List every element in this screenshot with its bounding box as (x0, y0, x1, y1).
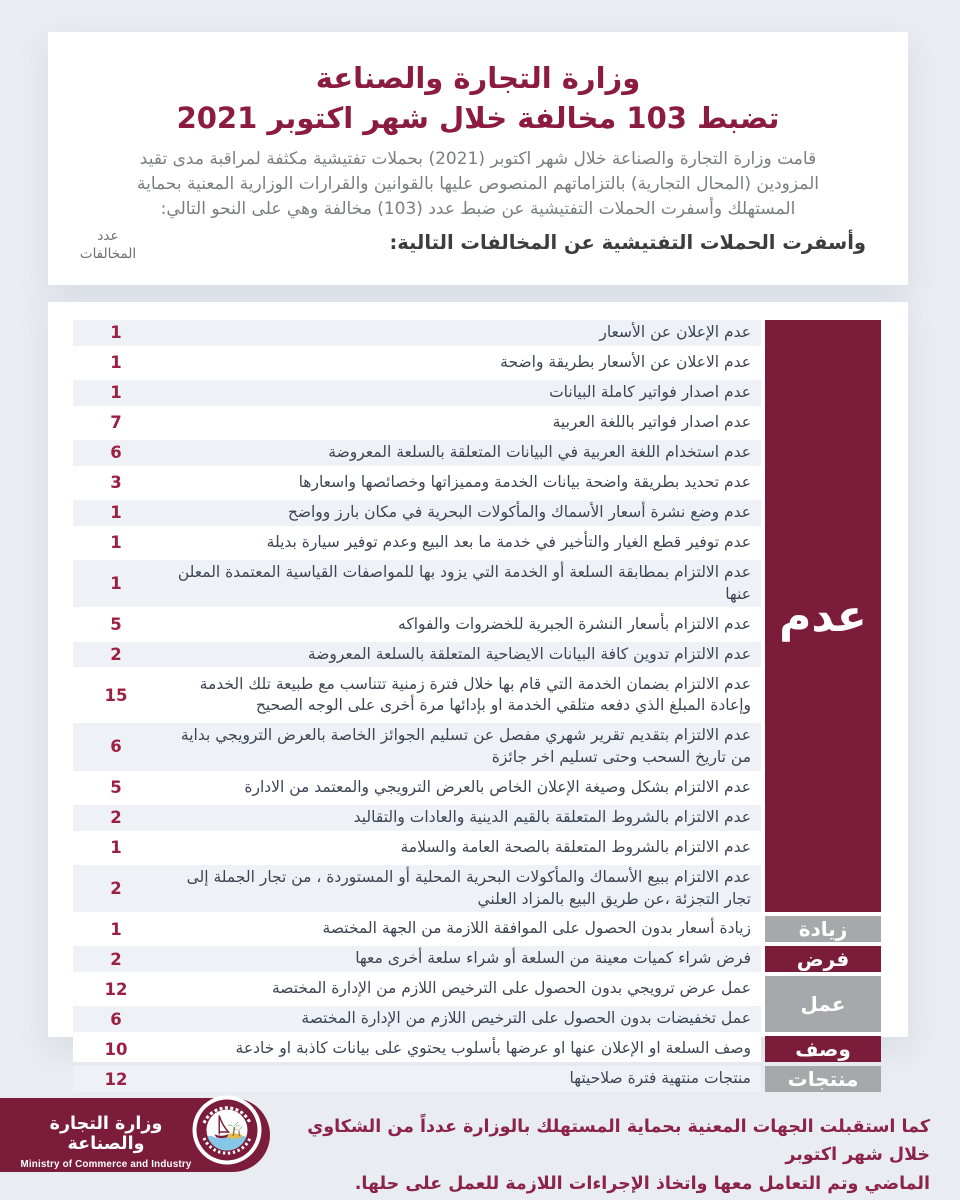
violation-count: 6 (110, 443, 122, 463)
footer-note-line2: الماضي وتم التعامل معها واتخاذ الإجراءات اللازمة للعمل على حلها. (354, 1173, 930, 1194)
category-label: عمل (800, 992, 846, 1017)
violation-text: عدم الالتزام تدوين كافة البيانات الايضاحية المتعلقة بالسلعة المعروضة (307, 644, 751, 663)
table-row (73, 1066, 761, 1092)
violation-text: عدم الإعلان عن الأسعار (599, 323, 751, 341)
qatar-emblem-icon (192, 1095, 262, 1165)
violation-rows (73, 320, 761, 916)
violation-rows (73, 946, 761, 976)
table-row (73, 672, 761, 719)
table-row (73, 410, 761, 436)
violation-text: عدم الالتزام بشكل وصيغة الإعلان الخاص بالعرض الترويجي والمعتمد من الادارة (244, 777, 751, 796)
category-label: فرض (796, 947, 850, 972)
violation-count: 2 (110, 949, 122, 969)
category-label-box (765, 946, 881, 972)
category-label: عدم (779, 590, 867, 642)
violations-table (73, 320, 881, 1096)
violation-count: 1 (110, 919, 122, 939)
table-row (73, 560, 761, 607)
violation-text: عمل عرض ترويجي بدون الحصول على الترخيص اللازم من الإدارة المختصة (271, 979, 751, 998)
violation-text: عدم الالتزام بأسعار النشرة الجبرية للخضروات والفواكه (398, 614, 751, 633)
violation-text: فرض شراء كميات معينة من السلعة أو شراء سلعة أخرى معها (355, 949, 751, 968)
table-row (73, 835, 761, 861)
violation-text: عدم اصدار فواتير باللغة العربية (552, 412, 751, 431)
violation-rows (73, 1066, 761, 1096)
violation-count: 5 (110, 778, 122, 798)
footer-note-line1: كما استقبلت الجهات المعنية بحماية المستهلك بالوزارة عدداً من الشكاوي خلال شهر اكتوبر (307, 1117, 930, 1166)
violation-rows (73, 1036, 761, 1066)
violation-count: 12 (104, 979, 128, 999)
violation-text: عدم الالتزام بالشروط المتعلقة بالقيم الدينية والعادات والتقاليد (353, 807, 751, 826)
violation-text: عدم تحديد بطريقة واضحة بيانات الخدمة ومميزاتها وخصائصها واسعارها (298, 472, 751, 491)
table-row (73, 440, 761, 466)
ministry-name-english: Ministry of Commerce and Industry (20, 1159, 192, 1170)
violation-rows (73, 916, 761, 946)
violation-count: 1 (110, 838, 122, 858)
table-row (73, 350, 761, 376)
violations-count-column-header: عدد المخالفات (79, 227, 137, 262)
category-label: منتجات (787, 1067, 859, 1092)
table-row (73, 865, 761, 912)
ministry-name-arabic: وزارة التجارة والصناعة (49, 1114, 163, 1154)
table-row (73, 723, 761, 770)
violation-count: 10 (104, 1039, 128, 1059)
table-row (73, 380, 761, 406)
violation-text: زيادة أسعار بدون الحصول على الموافقة اللازمة من الجهة المختصة (322, 919, 751, 938)
category-label-box (765, 976, 881, 1032)
violation-rows (73, 976, 761, 1036)
table-row (73, 916, 761, 942)
violation-group-عمل (73, 976, 881, 1036)
page-title (48, 58, 908, 138)
category-label-box (765, 916, 881, 942)
violation-text: عدم الالتزام ببيع الأسماك والمأكولات البحرية المحلية أو المستوردة ، من تجار الجملة إلى تجار التجزئة ،عن طريق البيع بالمزاد العلني (186, 867, 751, 908)
violation-count: 6 (110, 1009, 122, 1029)
violation-count: 3 (110, 473, 122, 493)
table-row (73, 946, 761, 972)
category-label-box (765, 320, 881, 912)
violation-text: وصف السلعة او الإعلان عنها او عرضها بأسلوب يحتوي على بيانات كاذبة او خادعة (235, 1039, 751, 1058)
intro-paragraph: قامت وزارة التجارة والصناعة خلال شهر اكتوبر (2021) بحملات تفتيشية مكثفة لمراقبة مدى تقيد المزودين (المحال التجارية) بالتزاماتهم المنصوص عليها بالقوانين والقرارات الوزارية المعنية بحماية المستهلك وأسفرت الحملات التفتيشية عن ضبط عدد (103) مخالفة وهي على النحو التالي: (137, 149, 819, 219)
ministry-badge-titles (18, 1114, 194, 1170)
table-row (73, 1006, 761, 1032)
violation-count: 6 (110, 737, 122, 757)
table-row (73, 775, 761, 801)
violation-count: 15 (104, 685, 128, 705)
violation-count: 1 (110, 574, 122, 594)
category-label-box (765, 1036, 881, 1062)
table-row (73, 530, 761, 556)
table-row (73, 612, 761, 638)
table-row (73, 320, 761, 346)
violation-text: عدم الالتزام بمطابقة السلعة أو الخدمة التي يزود بها للمواصفات القياسية المعتمدة المعلن عنها (177, 562, 751, 603)
table-row (73, 1036, 761, 1062)
table-row (73, 976, 761, 1002)
footer-note (280, 1113, 930, 1198)
page-title-line1: وزارة التجارة والصناعة (315, 61, 641, 95)
violation-text: منتجات منتهية فترة صلاحيتها (569, 1069, 751, 1088)
violation-count: 1 (110, 353, 122, 373)
table-row (73, 500, 761, 526)
violation-text: عدم الالتزام بضمان الخدمة التي قام بها خلال فترة زمنية تتناسب مع طبيعة تلك الخدمة وإعادة المبلغ الذي دفعه متلقي الخدمة او بإدائها مرة أخرى على الوجه الصحيح (199, 674, 751, 715)
violation-text: عدم توفير قطع الغيار والتأخير في خدمة ما بعد البيع وعدم توفير سيارة بديلة (266, 532, 751, 551)
violation-count: 1 (110, 503, 122, 523)
violation-text: عدم الالتزام بتقديم تقرير شهري مفصل عن تسليم الجوائز الخاصة بالعرض الترويجي بداية من تاريخ السحب وحتى تسليم اخر جائزة (180, 726, 751, 766)
violations-table-card (48, 302, 908, 1092)
violation-count: 2 (110, 808, 122, 828)
violation-text: عدم وضع نشرة أسعار الأسماك والمأكولات البحرية في مكان بارز وواضح (287, 502, 751, 521)
category-label-box (765, 1066, 881, 1092)
lead-line: وأسفرت الحملات التفتيشية عن المخالفات التالية: (389, 230, 866, 254)
header-card (48, 32, 908, 285)
page-title-line2: تضبط 103 مخالفة خلال شهر اكتوبر 2021 (176, 101, 780, 136)
violation-text: عدم اصدار فواتير كاملة البيانات (549, 382, 751, 401)
table-row (73, 470, 761, 496)
violation-count: 7 (110, 413, 122, 433)
violation-group-منتجات (73, 1066, 881, 1096)
violation-text: عدم الالتزام بالشروط المتعلقة بالصحة العامة والسلامة (400, 837, 751, 856)
violation-count: 5 (110, 614, 122, 634)
violation-group-وصف (73, 1036, 881, 1066)
violation-count: 1 (110, 323, 122, 343)
violation-count: 12 (104, 1069, 128, 1089)
category-label: وصف (795, 1037, 851, 1062)
table-row (73, 642, 761, 668)
violation-count: 1 (110, 533, 122, 553)
violation-count: 2 (110, 644, 122, 664)
violation-text: عمل تخفيضات بدون الحصول على الترخيص اللازم من الإدارة المختصة (301, 1009, 751, 1028)
violation-group-عدم (73, 320, 881, 916)
violation-group-فرض (73, 946, 881, 976)
category-label: زيادة (798, 917, 848, 942)
violation-group-زيادة (73, 916, 881, 946)
lead-row (48, 227, 908, 277)
violation-text: عدم استخدام اللغة العربية في البيانات المتعلقة بالسلعة المعروضة (328, 442, 751, 461)
violation-count: 1 (110, 383, 122, 403)
violation-count: 2 (110, 879, 122, 898)
violation-text: عدم الاعلان عن الأسعار بطريقة واضحة (500, 352, 751, 371)
table-row (73, 805, 761, 831)
